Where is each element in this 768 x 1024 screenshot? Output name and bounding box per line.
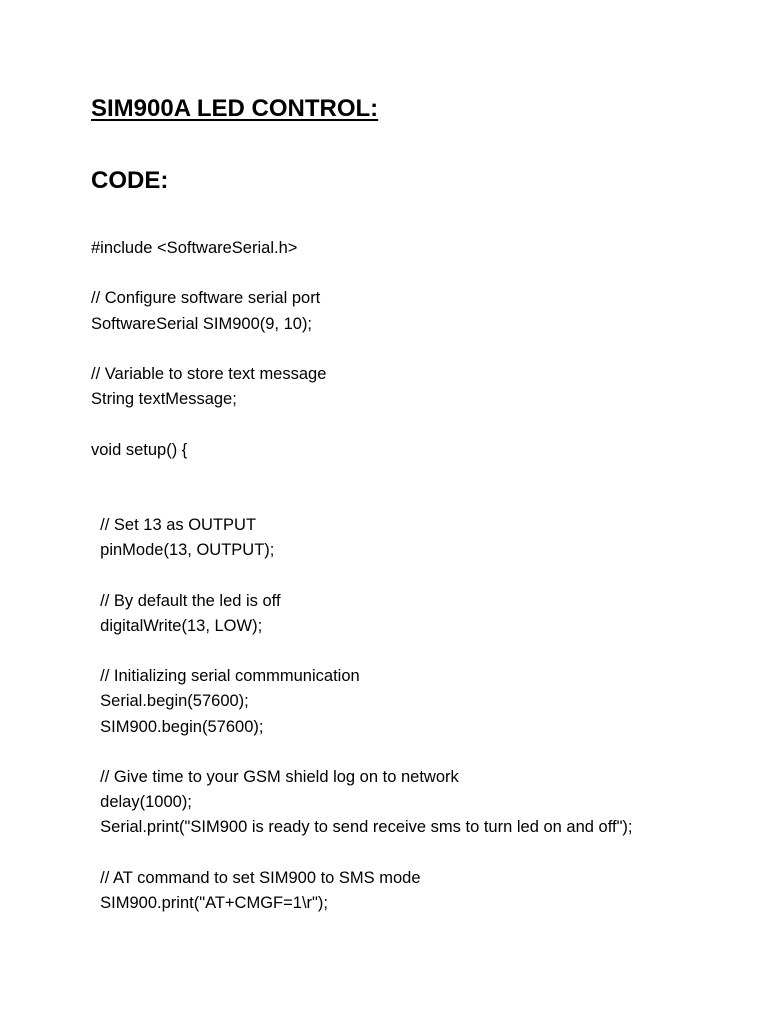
code-line: Serial.print("SIM900 is ready to send receive sms to turn led on and off"); [91,818,633,837]
code-line [91,463,633,488]
code-line [91,337,633,362]
code-line: pinMode(13, OUTPUT); [91,541,275,560]
code-line: // Initializing serial commmunication [91,667,360,686]
code-line: void setup() { [91,440,188,459]
code-line: // Set 13 as OUTPUT [91,516,257,535]
code-line [91,639,633,664]
code-block [91,236,633,916]
code-line [91,563,633,588]
code-line: SIM900.begin(57600); [91,717,264,736]
document-title: SIM900A LED CONTROL: [91,95,379,122]
code-line [91,488,633,513]
code-line: // Give time to your GSM shield log on to network [91,767,459,786]
code-line: #include <SoftwareSerial.h> [91,239,298,257]
code-line: // By default the led is off [91,591,281,610]
code-line: digitalWrite(13, LOW); [91,616,263,635]
code-line: SoftwareSerial SIM900(9, 10); [91,314,313,333]
code-line: Serial.begin(57600); [91,692,249,711]
code-line [91,841,633,866]
code-line: // Variable to store text message [91,364,327,383]
code-line: // AT command to set SIM900 to SMS mode [91,868,421,887]
code-line: // Configure software serial port [91,289,321,308]
code-line [91,740,633,765]
code-line: delay(1000); [91,793,192,812]
code-line [91,261,633,286]
code-line: SIM900.print("AT+CMGF=1\r"); [91,893,328,912]
code-line [91,412,633,437]
code-line: String textMessage; [91,390,237,409]
section-heading-code: CODE: [91,167,169,194]
